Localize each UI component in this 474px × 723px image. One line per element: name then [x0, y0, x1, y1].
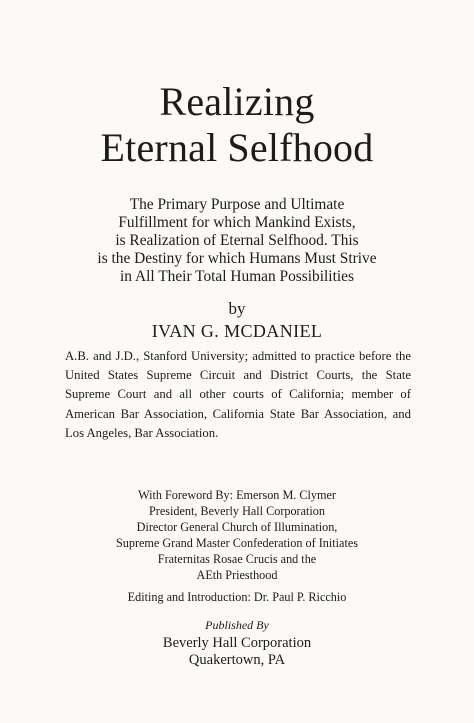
subtitle-line-1: The Primary Purpose and Ultimate [129, 196, 345, 213]
subtitle-line-5: in All Their Total Human Possibilities [120, 268, 354, 285]
foreword-line-5: Fraternitas Rosae Crucis and the [157, 552, 317, 566]
foreword-line-6: AEth Priesthood [196, 568, 278, 582]
foreword-line-4: Supreme Grand Master Confederation of Initiates [116, 536, 358, 550]
author-credentials: A.B. and J.D., Stanford University; admitted to practice before the United States Supreme Circuit and District Courts, the State Supreme Court and all other courts of California; member of American Bar Association, California State Bar Association, and Los Angeles, Bar Association. [65, 349, 411, 440]
subtitle-line-3: is Realization of Eternal Selfhood. This [115, 232, 359, 249]
published-by-label: Published By [205, 618, 269, 632]
author-name: IVAN G. MCDANIEL [151, 321, 323, 341]
foreword-line-2: President, Beverly Hall Corporation [148, 504, 325, 518]
subtitle-line-2: Fulfillment for which Mankind Exists, [118, 214, 356, 231]
subtitle-line-4: is the Destiny for which Humans Must Strive [97, 250, 377, 267]
publisher-location: Quakertown, PA [188, 652, 286, 668]
book-title-word-eternal: Eternal [100, 125, 218, 170]
foreword-line-1: With Foreword By: Emerson M. Clymer [138, 488, 336, 502]
foreword-line-3: Director General Church of Illumination, [136, 520, 338, 534]
editing-credit: Editing and Introduction: Dr. Paul P. Ricchio [127, 590, 347, 604]
publisher-name: Beverly Hall Corporation [162, 635, 312, 651]
book-title-line-1: Realizing [159, 79, 315, 124]
byline-by: by [228, 299, 246, 318]
book-title-line-2 [0, 125, 474, 170]
book-title-word-selfhood: Selfhood [227, 125, 374, 170]
